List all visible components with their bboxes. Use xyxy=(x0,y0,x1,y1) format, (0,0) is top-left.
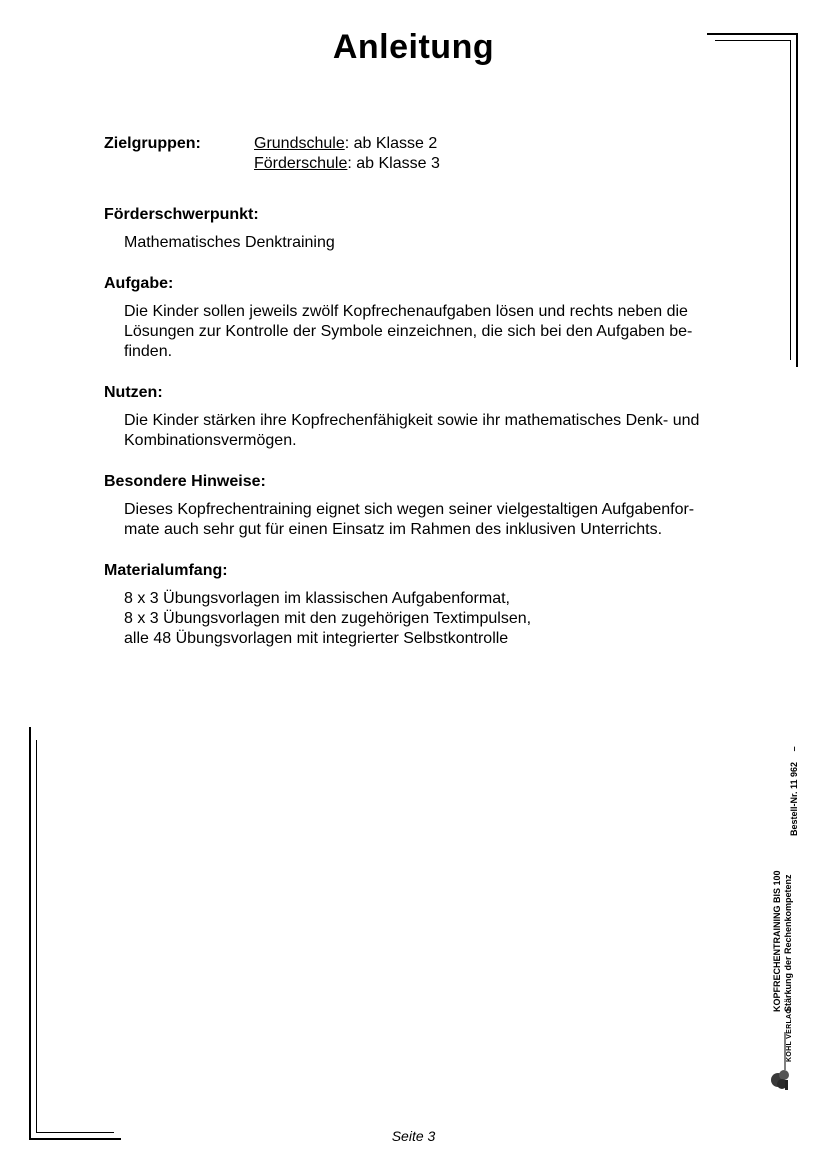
instructions-content xyxy=(104,134,744,649)
zielgruppe-level: : ab Klasse 3 xyxy=(347,155,440,172)
section-heading: Förderschwerpunkt: xyxy=(104,206,259,223)
zielgruppen-row xyxy=(104,134,744,174)
section-heading: Nutzen: xyxy=(104,384,163,401)
text-line: finden. xyxy=(124,343,173,360)
section-text xyxy=(124,302,744,362)
zielgruppe-item xyxy=(254,134,440,154)
section-text xyxy=(124,589,744,649)
section-text xyxy=(124,500,744,540)
sidebar-product-title: KOPFRECHENTRAINING BIS 100 xyxy=(772,870,782,1012)
frame-bottom-left-vertical-outer xyxy=(29,727,31,1140)
section-text xyxy=(124,233,744,253)
zielgruppe-school: Grundschule xyxy=(254,135,345,152)
zielgruppe-item xyxy=(254,154,440,174)
section-heading: Materialumfang: xyxy=(104,562,228,579)
sidebar-product-info xyxy=(772,870,794,1012)
publisher-logo-icon xyxy=(768,1024,802,1092)
page-title: Anleitung xyxy=(332,28,495,66)
text-line: 8 x 3 Übungsvorlagen mit den zugehörigen Textimpulsen, xyxy=(124,610,532,627)
section-heading: Besondere Hinweise: xyxy=(104,473,266,490)
sidebar-product-subtitle: Stärkung der Rechenkompetenz xyxy=(783,874,793,1012)
text-line: alle 48 Übungsvorlagen mit integrierter Selbstkontrolle xyxy=(124,630,509,647)
section-materialumfang xyxy=(104,561,744,649)
text-line: Dieses Kopfrechentraining eignet sich wegen seiner vielgestaltigen Aufgabenfor- xyxy=(124,501,695,518)
zielgruppen-label: Zielgruppen: xyxy=(104,135,201,152)
text-line: Mathematisches Denktraining xyxy=(124,234,335,251)
text-line: mate auch sehr gut für einen Einsatz im Rahmen des inklusiven Unterrichts. xyxy=(124,521,663,538)
section-text xyxy=(124,411,744,451)
page-number: Seite 3 xyxy=(391,1128,436,1144)
text-line: Lösungen zur Kontrolle der Symbole einzeichnen, die sich bei den Aufgaben be- xyxy=(124,323,693,340)
section-foerderschwerpunkt xyxy=(104,205,744,253)
text-line: Die Kinder stärken ihre Kopfrechenfähigkeit sowie ihr mathematisches Denk- und xyxy=(124,412,700,429)
frame-bottom-left-vertical-inner xyxy=(36,740,37,1133)
frame-top-right-vertical-inner xyxy=(790,40,791,360)
zielgruppe-school: Förderschule xyxy=(254,155,348,172)
section-aufgabe xyxy=(104,274,744,362)
sidebar-order-number-wrap xyxy=(789,746,799,836)
frame-top-right-vertical-outer xyxy=(796,33,798,367)
sidebar-order-number: Bestell-Nr. 11 962 xyxy=(789,761,799,836)
zielgruppe-level: : ab Klasse 2 xyxy=(344,135,438,152)
publisher-logo-text: KOHL VERLAG xyxy=(786,1007,793,1062)
section-nutzen xyxy=(104,383,744,451)
section-besondere-hinweise xyxy=(104,472,744,540)
text-line: Die Kinder sollen jeweils zwölf Kopfrechenaufgaben lösen und rechts neben die xyxy=(124,303,688,320)
sidebar-separator: – xyxy=(789,746,799,752)
text-line: Kombinationsvermögen. xyxy=(124,432,297,449)
section-heading: Aufgabe: xyxy=(104,275,174,292)
text-line: 8 x 3 Übungsvorlagen im klassischen Aufgabenformat, xyxy=(124,590,510,607)
zielgruppen-list xyxy=(254,134,440,174)
